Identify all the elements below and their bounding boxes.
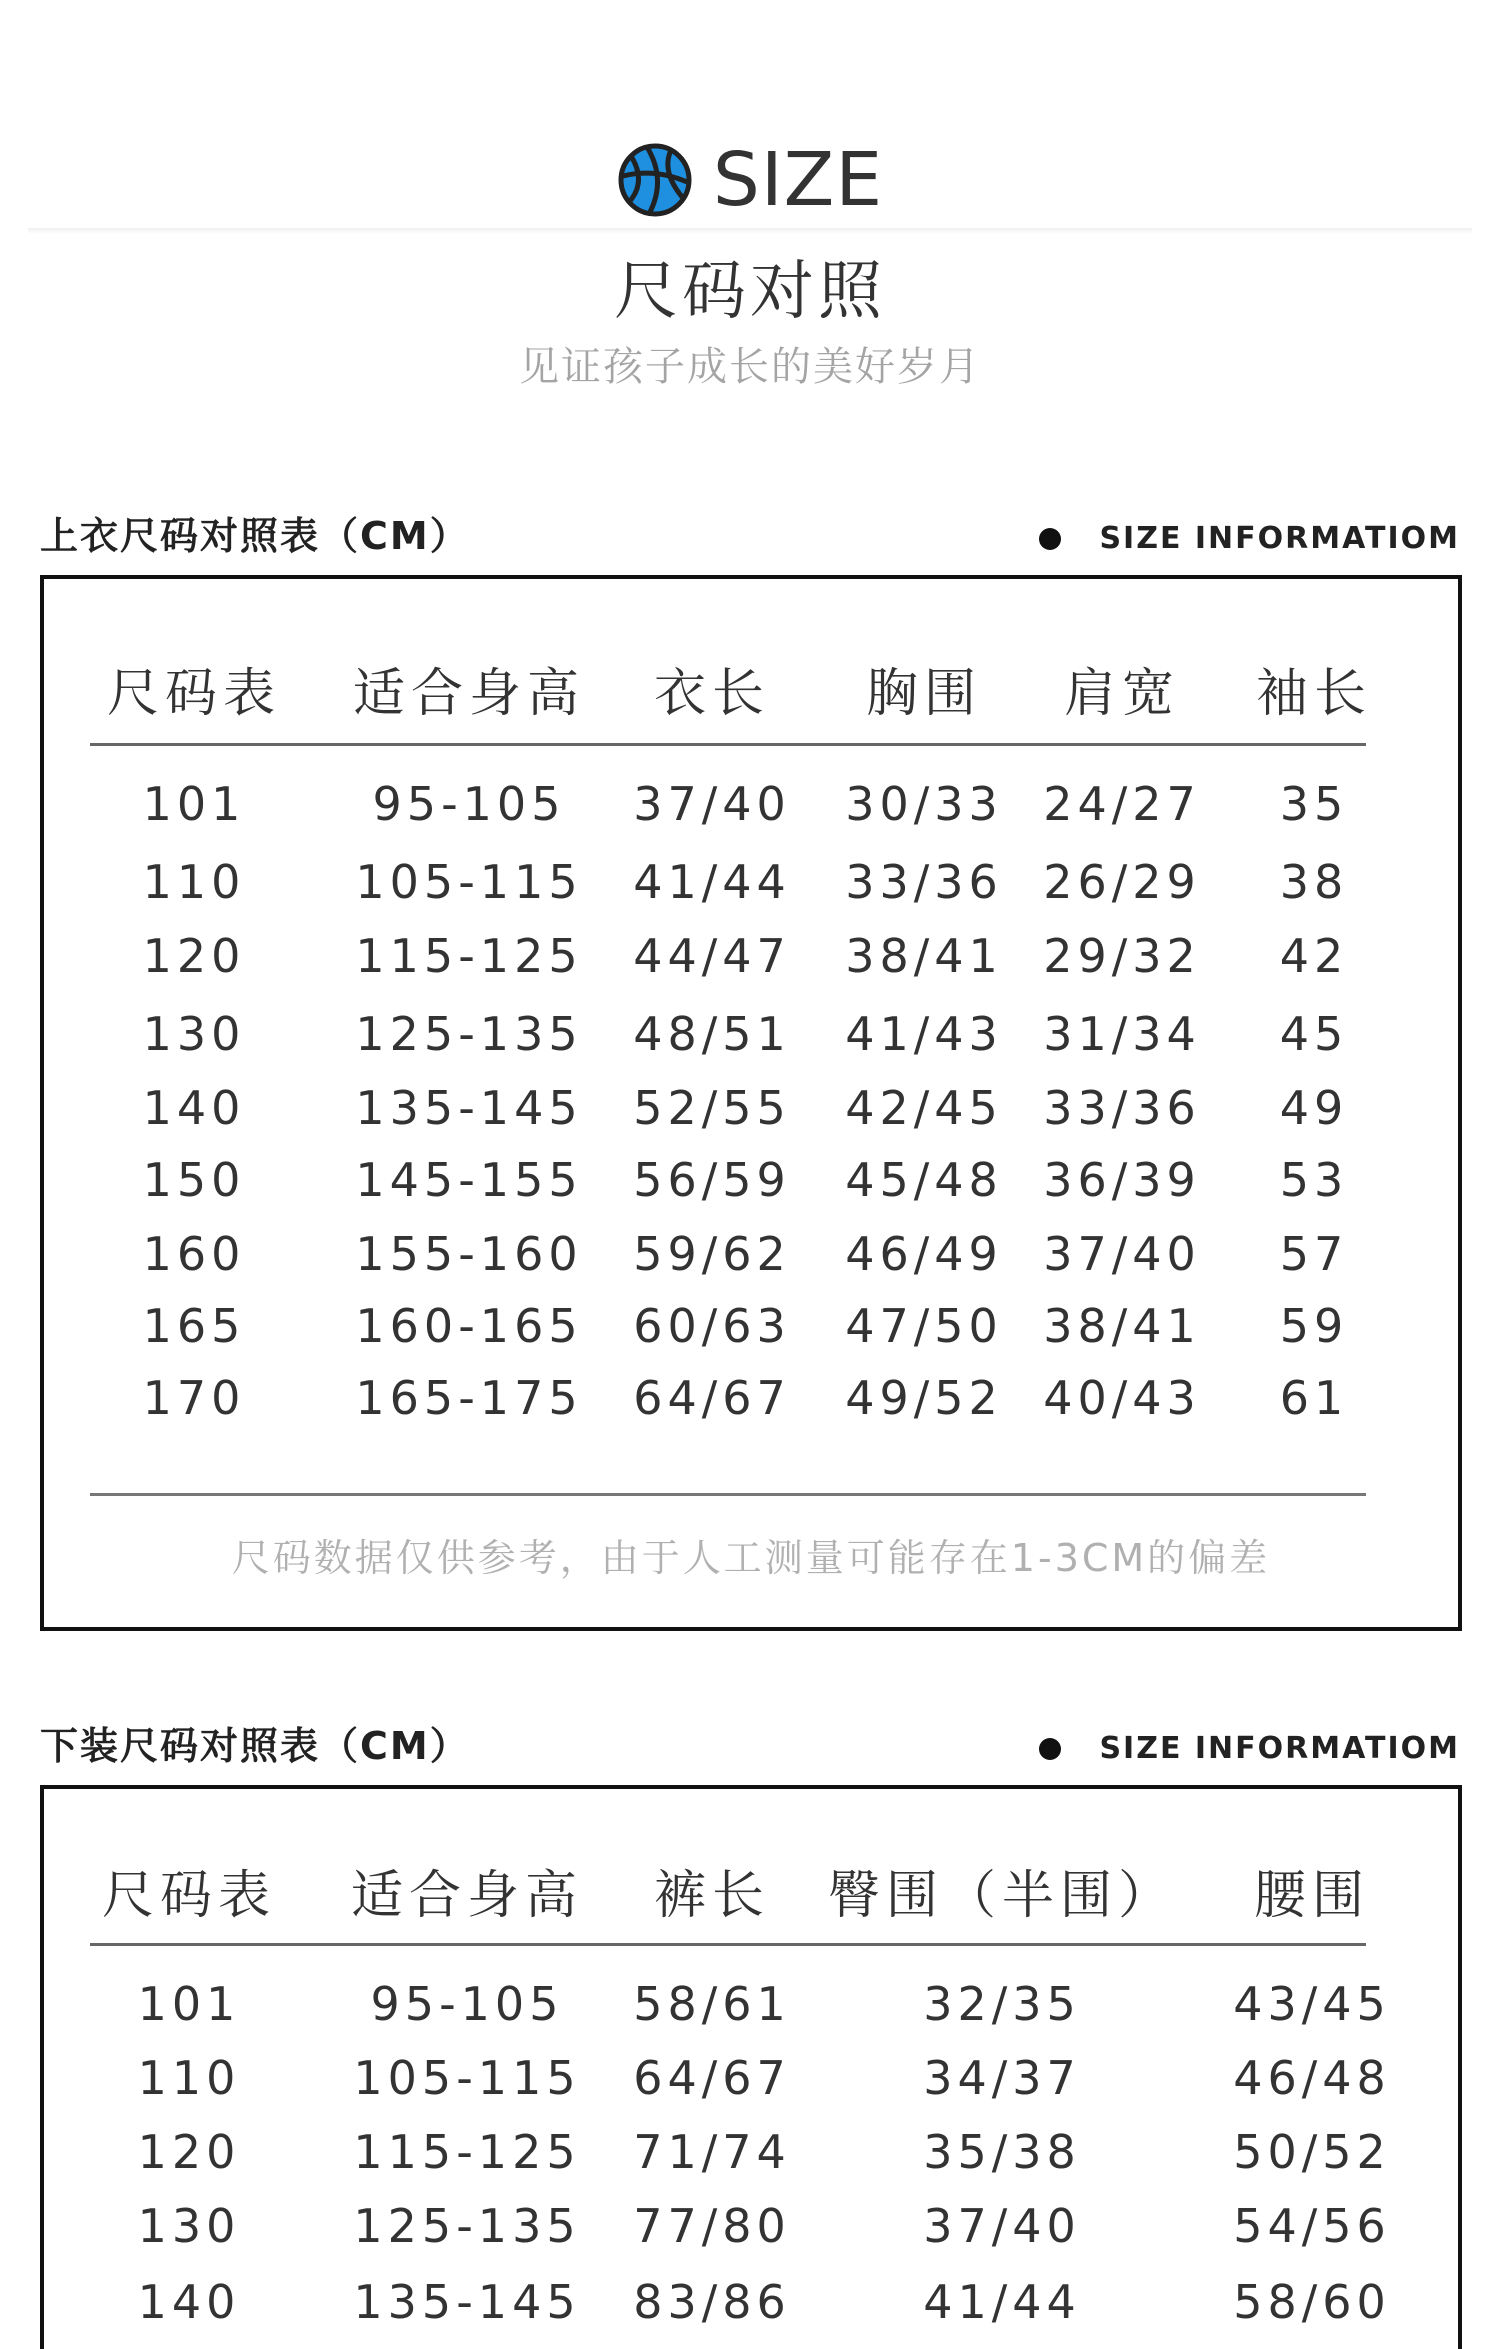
table-cell: 125-135 [353, 2199, 581, 2253]
table-cell: 60/63 [633, 1299, 791, 1353]
table-cell: 59/62 [633, 1227, 791, 1281]
table-cell: 52/55 [633, 1081, 791, 1135]
table-cell: 33/36 [1043, 1081, 1201, 1135]
table-cell: 110 [137, 2051, 241, 2105]
table-row [44, 1371, 1458, 1431]
table-cell: 30/33 [845, 777, 1003, 831]
table-cell: 61 [1279, 1371, 1349, 1425]
bottom-table-heading [40, 1715, 1460, 1775]
table-cell: 120 [142, 929, 246, 983]
table-cell: 42 [1279, 929, 1349, 983]
header-logo [0, 137, 1500, 223]
table-cell: 105-115 [355, 855, 583, 909]
table-cell: 101 [137, 1977, 241, 2031]
bullet-dot-icon [1039, 528, 1061, 550]
table-row [44, 777, 1458, 837]
bottom-table-info [1039, 1731, 1460, 1766]
table-row [44, 1007, 1458, 1067]
top-table-info [1039, 521, 1460, 556]
table-cell: 170 [142, 1371, 246, 1425]
table-cell: 35 [1279, 777, 1349, 831]
table-cell: 140 [137, 2275, 241, 2329]
table-cell: 53 [1279, 1153, 1349, 1207]
column-header: 尺码表 [101, 1866, 277, 1926]
header-divider [90, 1943, 1366, 1946]
table-row [44, 2125, 1458, 2185]
table-cell: 58/60 [1233, 2275, 1391, 2329]
column-header: 腰围 [1253, 1866, 1371, 1926]
table-row [44, 2199, 1458, 2259]
footer-divider [90, 1493, 1366, 1496]
table-cell: 130 [137, 2199, 241, 2253]
table-cell: 37/40 [923, 2199, 1081, 2253]
table-cell: 24/27 [1043, 777, 1201, 831]
table-cell: 41/43 [845, 1007, 1003, 1061]
header-divider [90, 743, 1366, 746]
table-cell: 95-105 [372, 777, 566, 831]
table-row [44, 1977, 1458, 2037]
table-cell: 57 [1279, 1227, 1349, 1281]
table-cell: 64/67 [633, 1371, 791, 1425]
table-cell: 150 [142, 1153, 246, 1207]
column-header: 裤长 [653, 1866, 771, 1926]
table-cell: 160 [142, 1227, 246, 1281]
table-header [44, 1789, 1458, 1939]
table-cell: 49/52 [845, 1371, 1003, 1425]
table-row [44, 1299, 1458, 1359]
table-row [44, 1227, 1458, 1287]
table-cell: 50/52 [1233, 2125, 1391, 2179]
table-cell: 59 [1279, 1299, 1349, 1353]
table-cell: 42/45 [845, 1081, 1003, 1135]
size-info-label: SIZE INFORMATIOM [1099, 521, 1460, 556]
column-header: 臀围（半围） [827, 1866, 1177, 1926]
table-row [44, 1081, 1458, 1141]
table-cell: 155-160 [355, 1227, 583, 1281]
table-cell: 40/43 [1043, 1371, 1201, 1425]
table-cell: 135-145 [355, 1081, 583, 1135]
page-subtitle: 见证孩子成长的美好岁月 [519, 344, 981, 390]
table-cell: 47/50 [845, 1299, 1003, 1353]
table-cell: 56/59 [633, 1153, 791, 1207]
top-table-heading [40, 505, 1460, 565]
table-cell: 105-115 [353, 2051, 581, 2105]
table-cell: 77/80 [633, 2199, 791, 2253]
page-title: 尺码对照 [614, 255, 886, 329]
table-row [44, 929, 1458, 989]
table-cell: 43/45 [1233, 1977, 1391, 2031]
table-cell: 71/74 [633, 2125, 791, 2179]
table-cell: 145-155 [355, 1153, 583, 1207]
table-cell: 120 [137, 2125, 241, 2179]
table-cell: 58/61 [633, 1977, 791, 2031]
table-cell: 115-125 [355, 929, 583, 983]
table-cell: 36/39 [1043, 1153, 1201, 1207]
top-table-title: 上衣尺码对照表（CM） [40, 514, 470, 558]
table-cell: 33/36 [845, 855, 1003, 909]
table-cell: 31/34 [1043, 1007, 1201, 1061]
table-cell: 38/41 [845, 929, 1003, 983]
table-cell: 135-145 [353, 2275, 581, 2329]
column-header: 胸围 [865, 664, 983, 724]
table-cell: 34/37 [923, 2051, 1081, 2105]
column-header: 尺码表 [106, 664, 282, 724]
column-header: 衣长 [653, 664, 771, 724]
basketball-icon [617, 142, 693, 218]
column-header: 适合身高 [352, 664, 586, 724]
table-cell: 45/48 [845, 1153, 1003, 1207]
table-cell: 54/56 [1233, 2199, 1391, 2253]
top-size-table [40, 575, 1462, 1631]
header-divider [28, 228, 1472, 234]
size-heading: SIZE [712, 137, 884, 223]
table-cell: 37/40 [633, 777, 791, 831]
table-cell: 160-165 [355, 1299, 583, 1353]
table-cell: 49 [1279, 1081, 1349, 1135]
table-cell: 165 [142, 1299, 246, 1353]
table-cell: 48/51 [633, 1007, 791, 1061]
size-info-label: SIZE INFORMATIOM [1099, 1731, 1460, 1766]
table-cell: 35/38 [923, 2125, 1081, 2179]
table-cell: 32/35 [923, 1977, 1081, 2031]
table-cell: 41/44 [923, 2275, 1081, 2329]
bottom-size-table [40, 1785, 1462, 2349]
column-header: 肩宽 [1063, 664, 1181, 724]
table-cell: 110 [142, 855, 246, 909]
table-cell: 29/32 [1043, 929, 1201, 983]
table-cell: 115-125 [353, 2125, 581, 2179]
table-cell: 165-175 [355, 1371, 583, 1425]
table-cell: 26/29 [1043, 855, 1201, 909]
bullet-dot-icon [1039, 1738, 1061, 1760]
table-cell: 140 [142, 1081, 246, 1135]
table-cell: 38 [1279, 855, 1349, 909]
column-header: 适合身高 [350, 1866, 584, 1926]
column-header: 袖长 [1255, 664, 1373, 724]
table-cell: 130 [142, 1007, 246, 1061]
table-row [44, 2275, 1458, 2335]
table-cell: 46/48 [1233, 2051, 1391, 2105]
table-cell: 64/67 [633, 2051, 791, 2105]
table-row [44, 2051, 1458, 2111]
table-cell: 125-135 [355, 1007, 583, 1061]
table-cell: 41/44 [633, 855, 791, 909]
table-cell: 101 [142, 777, 246, 831]
table-cell: 45 [1279, 1007, 1349, 1061]
table-cell: 83/86 [633, 2275, 791, 2329]
table-row [44, 855, 1458, 915]
bottom-table-title: 下装尺码对照表（CM） [40, 1724, 470, 1768]
table-cell: 95-105 [370, 1977, 564, 2031]
table-cell: 37/40 [1043, 1227, 1201, 1281]
table-cell: 44/47 [633, 929, 791, 983]
table-cell: 38/41 [1043, 1299, 1201, 1353]
disclaimer-note: 尺码数据仅供参考，由于人工测量可能存在1-3CM的偏差 [231, 1536, 1271, 1580]
table-header [44, 579, 1458, 729]
table-cell: 46/49 [845, 1227, 1003, 1281]
table-row [44, 1153, 1458, 1213]
